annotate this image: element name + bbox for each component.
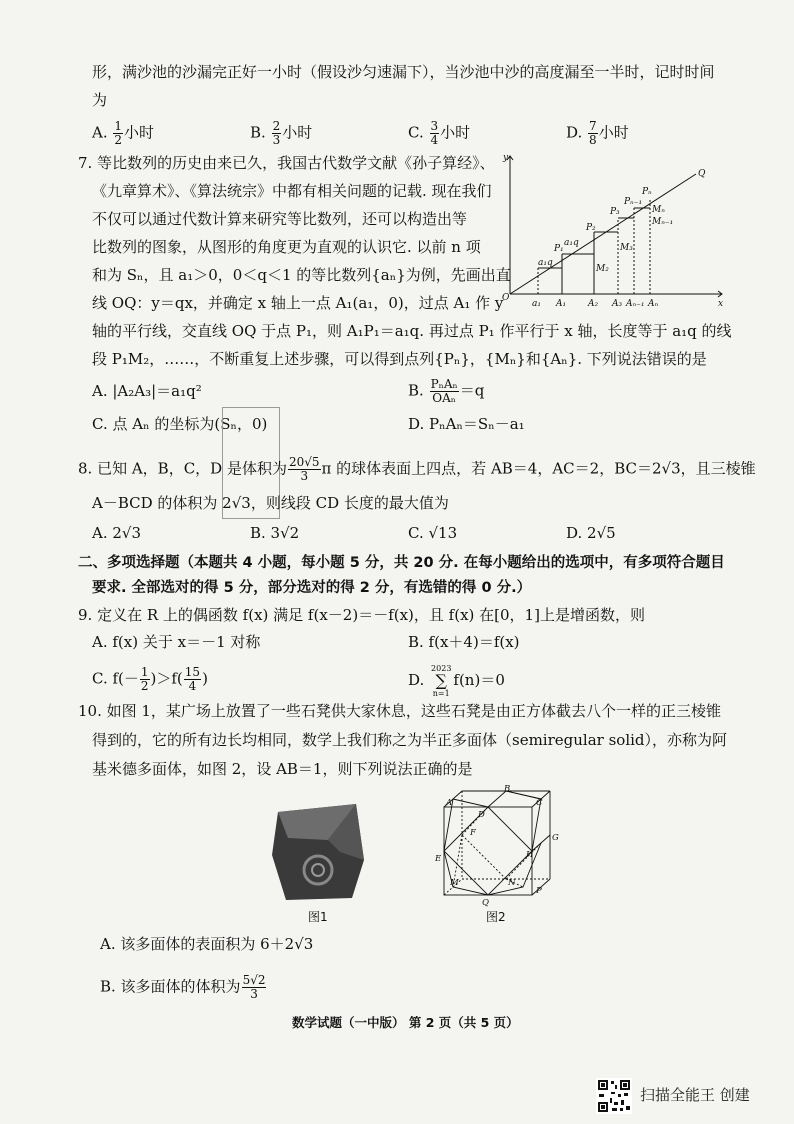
q9-option-c [92,666,208,693]
q7-line-2: 《九章算术》、《算法统宗》中都有相关问题的记载. 现在我们 [92,182,492,200]
denominator: 2 [114,133,123,147]
numerator: 3 [430,119,439,133]
numerator: 1 [140,665,149,679]
label-pn: Pₙ [642,187,652,197]
q7-option-b [408,378,484,405]
fraction [588,120,598,147]
label-x-An: Aₙ [648,299,659,309]
numerator: 1 [114,119,123,133]
figure-1-caption: 图1 [308,910,328,924]
numerator: 5√2 [242,973,266,987]
q10-option-a: A. 该多面体的表面积为 6＋2√3 [100,935,314,953]
poly-hidden-edge [462,835,506,879]
figure-2-caption: 图2 [486,910,506,924]
q8-option-a: A. 2√3 [92,524,142,542]
fraction [242,974,267,1001]
page-footer: 数学试题（一中版） 第 2 页（共 5 页） [292,1015,519,1030]
option-tail: f(n)＝0 [453,671,505,689]
option-label: D. [408,671,425,689]
label-x-An1: Aₙ₋₁ [626,299,645,309]
label-m: M [450,878,459,888]
fraction [140,666,150,693]
label-pn1: Pₙ₋₁ [624,197,643,207]
scanner-watermark: 扫描全能王 创建 [640,1086,750,1104]
q9-option-a: A. f(x) 关于 x＝－1 对称 [92,633,261,651]
q8-text-pre: 8. 已知 A，B，C，D 是体积为 [78,459,287,478]
q7-line-6: 线 OQ：y＝qx，并确定 x 轴上一点 A₁(a₁，0)，过点 A₁ 作 y [92,294,504,312]
unit: 小时 [124,123,155,142]
denominator: 3 [272,133,281,147]
numerator: 2 [272,119,281,133]
option-label: B. [250,123,266,142]
label-mn1: Mₙ₋₁ [652,217,674,227]
denominator: OAₙ [432,391,456,405]
q7-option-a: A. |A₂A₃|＝a₁q² [92,382,202,400]
q7-line-3: 不仅可以通过代数计算来研究等比数列，还可以构造出等 [92,210,468,228]
label-c: C [536,798,543,808]
q8-text-post: π 的球体表面上四点，若 AB＝4，AC＝2，BC＝2√3，且三棱锥 [321,459,756,478]
label-n: N [508,878,516,888]
q7-option-d: D. PₙAₙ＝Sₙ－a₁ [408,415,525,433]
q8-option-c: C. √13 [408,524,458,542]
option-label: C. [408,123,424,142]
label-x-A2: A₂ [588,299,599,309]
fraction [430,378,459,405]
option-tail: ＝q [459,381,485,400]
q6-option-d [566,120,629,147]
unit: 小时 [282,123,313,142]
section-2-instructions: 要求. 全部选对的得 5 分，部分选对的得 2 分，有选错的得 0 分.） [92,580,532,596]
option-label: D. [566,123,583,142]
option-text: )＞f( [150,669,183,688]
q10-option-b [100,974,267,1001]
q7-option-c: C. 点 Aₙ 的坐标为(Sₙ，0) [92,415,268,433]
option-text: ) [202,669,208,688]
label-q: Q [698,169,706,179]
denominator: 3 [250,987,258,1001]
section-2-heading: 二、多项选择题（本题共 4 小题，每小题 5 分，共 20 分. 在每小题给出的选项中，有多项符合题目 [78,555,725,571]
q10-line1: 10. 如图 1，某广场上放置了一些石凳供大家休息，这些石凳是由正方体截去八个一样的正三棱锥 [78,702,721,720]
sum-upper: 2023 [431,664,452,673]
label-x-A3: A₃ [612,299,623,309]
q8-option-b: B. 3√2 [250,524,300,542]
q6-line1: 形，满沙池的沙漏完正好一小时（假设沙匀速漏下），当沙池中沙的高度漏至一半时，记时时间 [92,63,715,81]
q8-line1 [78,456,756,483]
option-text: B. 该多面体的体积为 [100,977,241,996]
label-x-A1: A₁ [556,299,567,309]
q7-line-8: 段 P₁M₂，……，不断重复上述步骤，可以得到点列{Pₙ}，{Mₙ}和{Aₙ}. 下列说法错误的是 [92,350,707,368]
numerator: 15 [184,665,201,679]
numerator: 20√5 [288,455,320,469]
denominator: 8 [589,133,597,147]
q7-line-4: 比数列的图象，从图形的角度更为直观的认识它. 以前 n 项 [92,238,481,256]
denominator: 4 [188,679,197,693]
q7-sequence-graph [500,148,730,313]
q10-line3: 基米德多面体，如图 2，设 AB＝1，则下列说法正确的是 [92,760,473,778]
label-o: O [502,293,510,303]
label-m3: M₃ [620,243,633,253]
fraction [288,456,321,483]
label-a1q: a₁q [538,258,553,268]
label-a: A [446,798,453,808]
label-x-a1: a₁ [532,299,541,309]
label-x: x [718,299,724,309]
qr-code-icon [596,1078,632,1114]
option-label: A. [92,123,108,142]
fraction [113,120,123,147]
option-text: C. f(－ [92,669,139,688]
q9-option-d [408,664,505,698]
label-p3: P₃ [610,207,620,217]
q7-line-1: 7. 等比数列的历史由来已久，我国古代数学文献《孙子算经》、 [78,154,495,172]
q6-option-a [92,120,154,147]
fraction [184,666,201,693]
q9-option-b: B. f(x＋4)＝f(x) [408,633,520,651]
unit: 小时 [440,123,471,142]
label-h: H [526,850,534,860]
denominator: 2 [140,679,149,693]
label-g: G [552,833,559,843]
label-e: E [435,854,442,864]
q6-line2: 为 [92,91,108,109]
q8-option-d: D. 2√5 [566,524,616,542]
numerator: 7 [589,119,597,133]
q6-option-c [408,120,470,147]
label-a1q-2: a₁q [564,238,579,248]
denominator: 4 [430,133,439,147]
summation [430,664,452,698]
stone-stool-photo [268,800,368,905]
label-p2: P₂ [586,223,596,233]
label-p1: P₁ [554,244,564,254]
q6-option-b [250,120,312,147]
fraction [430,120,440,147]
label-d: D [478,810,485,820]
label-m2: M₂ [596,264,609,274]
label-p: P [536,886,542,896]
q7-line-5: 和为 Sₙ，且 a₁＞0，0＜q＜1 的等比数列{aₙ}为例，先画出直 [92,266,511,284]
q7-line-7: 轴的平行线，交直线 OQ 于点 P₁，则 A₁P₁＝a₁q. 再过点 P₁ 作平行于 x 轴，长度等于 a₁q 的线 [92,322,732,340]
sum-sign: ∑ [435,671,447,690]
poly-hidden-edge [506,843,541,879]
q8-line2: A－BCD 的体积为 2√3，则线段 CD 长度的最大值为 [92,494,449,512]
q9-stem: 9. 定义在 R 上的偶函数 f(x) 满足 f(x－2)＝－f(x)，且 f(x) 在[0，1]上是增函数，则 [78,606,645,624]
label-mn: Mₙ [652,205,665,215]
numerator: PₙAₙ [430,377,458,391]
label-q: Q [482,898,489,908]
cuboctahedron-diagram [432,785,562,910]
option-label: B. [408,381,424,400]
denominator: 3 [300,469,309,483]
q10-line2: 得到的，它的所有边长均相同，数学上我们称之为半正多面体（semiregular solid），亦称为阿 [92,731,728,749]
label-f: F [470,828,476,838]
sum-lower: n=1 [432,689,450,698]
unit: 小时 [598,123,629,142]
label-y: y [503,153,509,163]
label-b: B [504,785,511,794]
fraction [272,120,282,147]
